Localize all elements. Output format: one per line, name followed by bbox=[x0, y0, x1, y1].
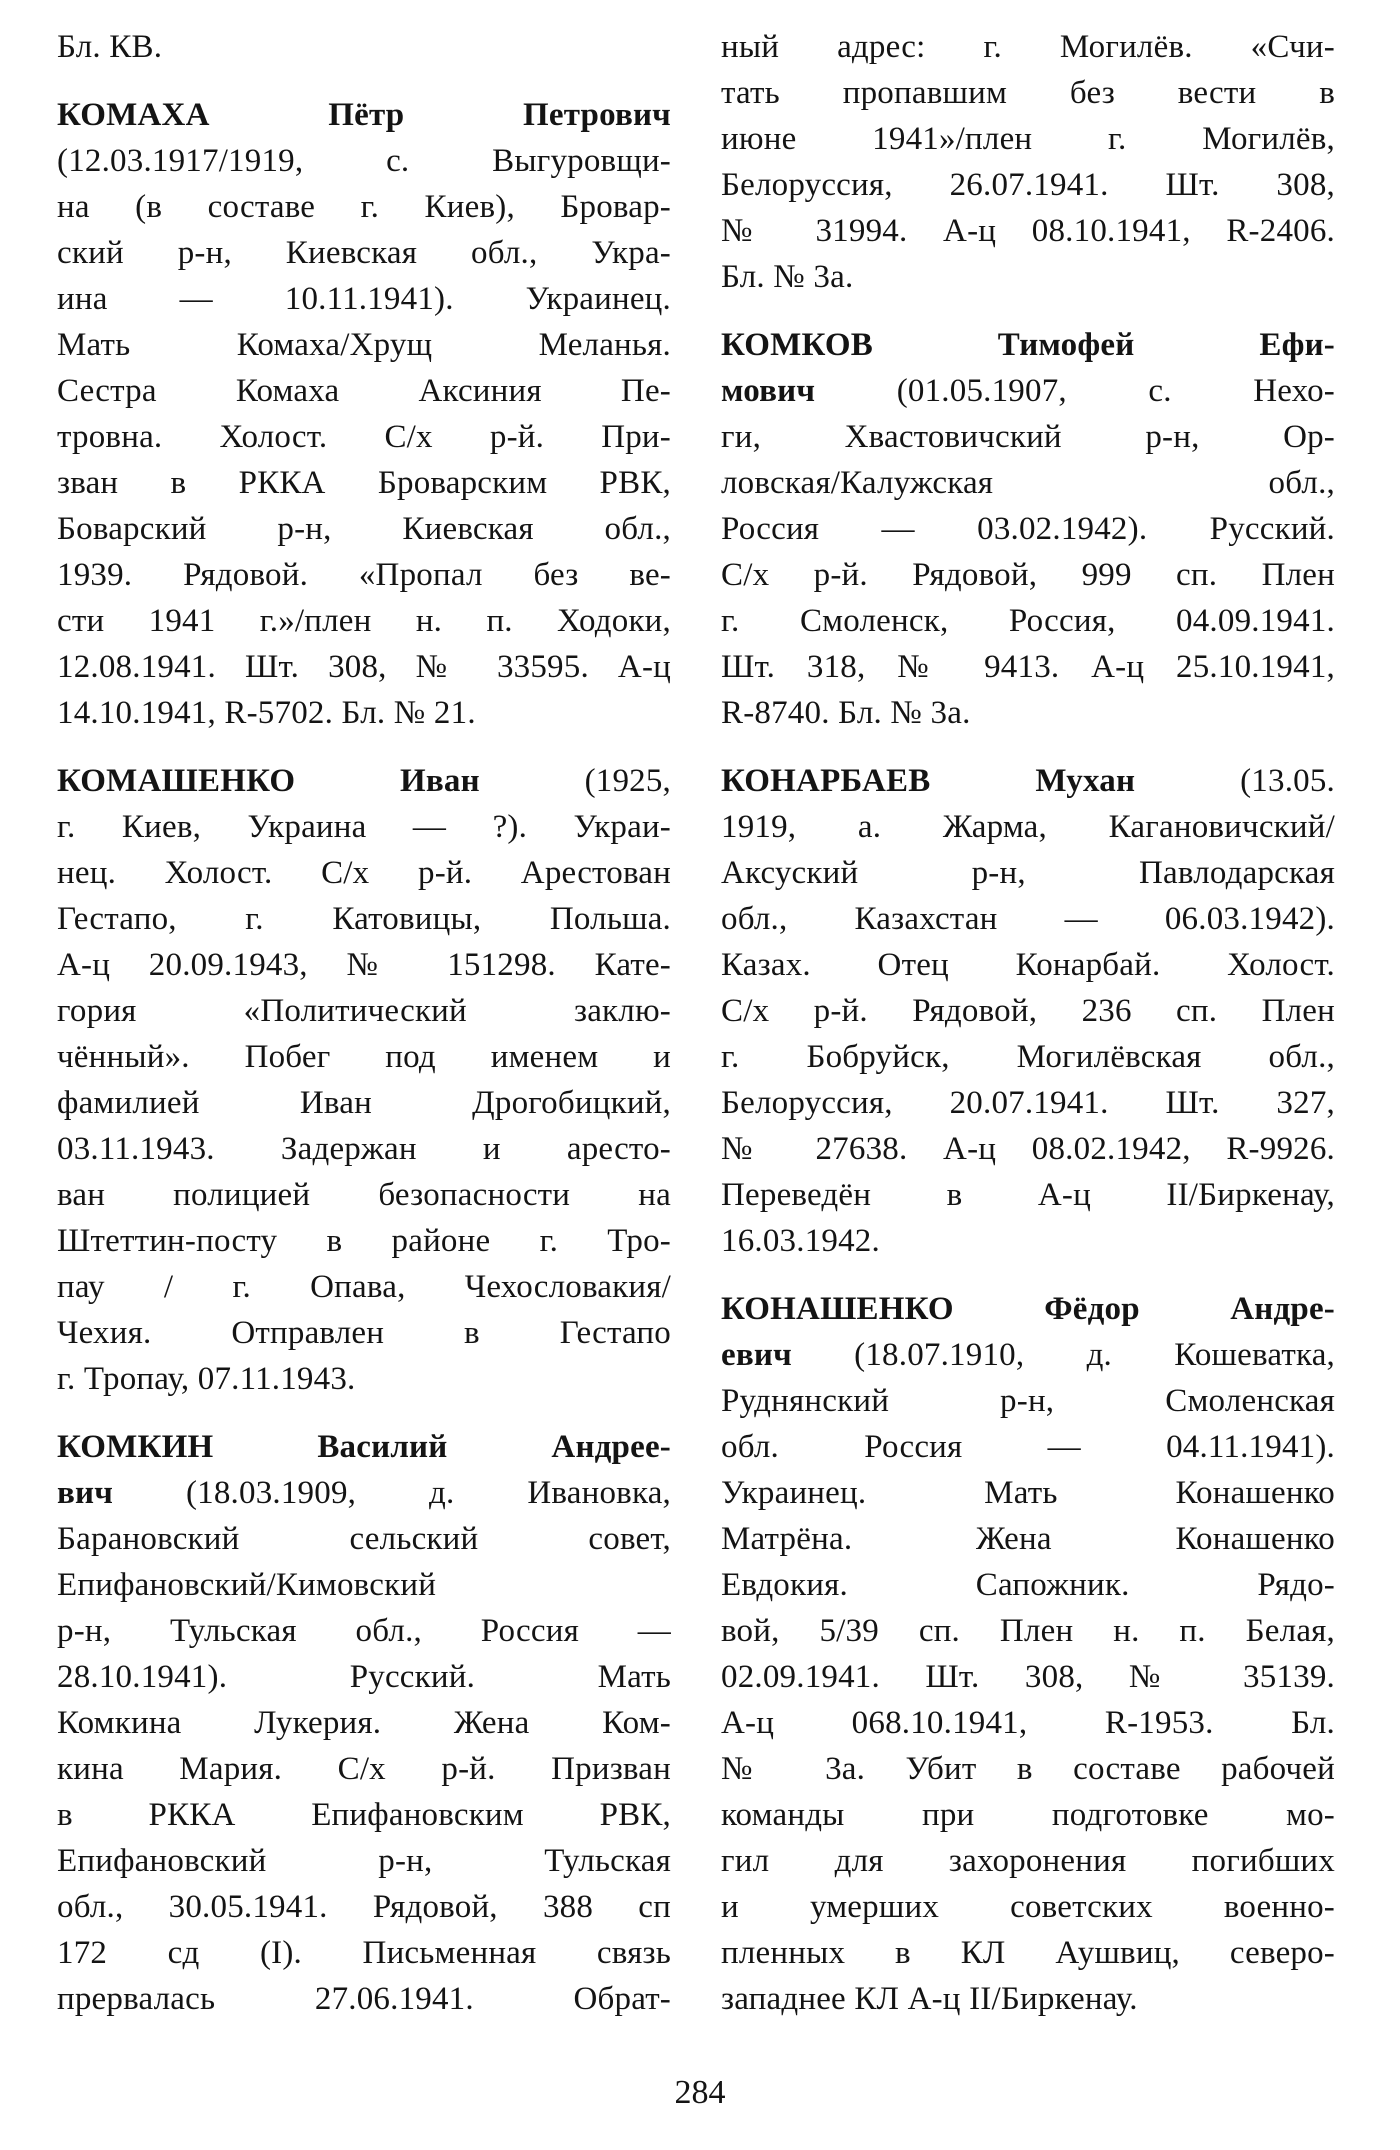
text-run: ги, Хвастовичский р-н, Ор- bbox=[721, 419, 1335, 455]
text-run: обл., 30.05.1941. Рядовой, 388 сп bbox=[57, 1889, 671, 1925]
text-run: Руднянский р-н, Смоленская bbox=[721, 1383, 1335, 1419]
text-run: вой, 5/39 сп. Плен н. п. Белая, bbox=[721, 1613, 1335, 1649]
text-line bbox=[721, 988, 1335, 1034]
text-run: зван в РККА Броварским РВК, bbox=[57, 465, 671, 501]
text-line bbox=[721, 1332, 1335, 1378]
text-line bbox=[57, 1562, 671, 1608]
text-run: г. Бобруйск, Могилёвская обл., bbox=[721, 1039, 1335, 1075]
text-run: (18.07.1910, д. Кошеватка, bbox=[791, 1337, 1335, 1373]
text-run: (13.05. bbox=[1135, 763, 1335, 799]
text-line bbox=[721, 1838, 1335, 1884]
text-line bbox=[721, 1746, 1335, 1792]
text-line bbox=[721, 1654, 1335, 1700]
text-line bbox=[57, 758, 671, 804]
text-line bbox=[721, 1080, 1335, 1126]
entry-block bbox=[57, 1424, 671, 2022]
text-run: пленных в КЛ Аушвиц, северо- bbox=[721, 1935, 1335, 1971]
text-line bbox=[721, 896, 1335, 942]
text-line bbox=[57, 644, 671, 690]
text-line bbox=[57, 184, 671, 230]
text-line bbox=[721, 1034, 1335, 1080]
entry-name-bold: КОНАШЕНКО Фёдор Андре- bbox=[721, 1291, 1335, 1327]
text-line bbox=[721, 552, 1335, 598]
text-run: 12.08.1941. Шт. 308, № 33595. А-ц bbox=[57, 649, 671, 685]
text-run: чённый». Побег под именем и bbox=[57, 1039, 671, 1075]
entry-name-bold: вич bbox=[57, 1475, 114, 1511]
text-line bbox=[721, 1562, 1335, 1608]
text-run: 02.09.1941. Шт. 308, № 35139. bbox=[721, 1659, 1335, 1695]
text-line bbox=[721, 758, 1335, 804]
text-line bbox=[721, 598, 1335, 644]
entry-name-bold: КОМКИН Василий Андрее- bbox=[57, 1429, 671, 1465]
text-line bbox=[57, 414, 671, 460]
entry-name-bold: КОМКОВ Тимофей Ефи- bbox=[721, 327, 1335, 363]
text-line bbox=[57, 368, 671, 414]
text-line bbox=[721, 1424, 1335, 1470]
text-run: тать пропавшим без вести в bbox=[721, 75, 1335, 111]
text-run: Белоруссия, 20.07.1941. Шт. 327, bbox=[721, 1085, 1335, 1121]
text-line bbox=[721, 208, 1335, 254]
text-line bbox=[721, 70, 1335, 116]
text-line bbox=[57, 276, 671, 322]
text-run: ловская/Калужская обл., bbox=[721, 465, 1335, 501]
text-line bbox=[721, 322, 1335, 368]
text-line bbox=[57, 322, 671, 368]
text-run: А-ц 20.09.1943, № 151298. Кате- bbox=[57, 947, 671, 983]
text-line bbox=[57, 942, 671, 988]
entry-name-bold: КОМАХА Пётр Петрович bbox=[57, 97, 671, 133]
text-line bbox=[57, 1700, 671, 1746]
entry-block bbox=[57, 92, 671, 736]
text-line bbox=[57, 1080, 671, 1126]
text-line bbox=[721, 1700, 1335, 1746]
text-run: пау / г. Опава, Чехословакия/ bbox=[57, 1269, 671, 1305]
entry-block bbox=[721, 1286, 1335, 2022]
text-line bbox=[57, 896, 671, 942]
text-run: 1939. Рядовой. «Пропал без ве- bbox=[57, 557, 671, 593]
text-run: западнее КЛ А-ц II/Биркенау. bbox=[721, 1981, 1138, 2017]
text-run: прервалась 27.06.1941. Обрат- bbox=[57, 1981, 671, 2017]
text-line bbox=[721, 24, 1335, 70]
text-run: фамилией Иван Дрогобицкий, bbox=[57, 1085, 671, 1121]
text-line bbox=[721, 460, 1335, 506]
text-run: С/х р-й. Рядовой, 999 сп. Плен bbox=[721, 557, 1335, 593]
entry-name-bold: евич bbox=[721, 1337, 792, 1373]
text-line bbox=[721, 644, 1335, 690]
text-line bbox=[57, 598, 671, 644]
text-line bbox=[57, 1126, 671, 1172]
text-line bbox=[721, 804, 1335, 850]
text-run: Чехия. Отправлен в Гестапо bbox=[57, 1315, 671, 1351]
continuation-block bbox=[721, 24, 1335, 300]
text-run: № 3а. Убит в составе рабочей bbox=[721, 1751, 1335, 1787]
text-run: 03.11.1943. Задержан и аресто- bbox=[57, 1131, 671, 1167]
text-line bbox=[57, 690, 671, 736]
left-column bbox=[57, 24, 671, 2022]
text-line bbox=[57, 1608, 671, 1654]
text-line bbox=[57, 804, 671, 850]
text-line bbox=[57, 92, 671, 138]
text-run: обл., Казахстан — 06.03.1942). bbox=[721, 901, 1335, 937]
text-run: г. Смоленск, Россия, 04.09.1941. bbox=[721, 603, 1335, 639]
text-run: на (в составе г. Киев), Бровар- bbox=[57, 189, 671, 225]
text-run: в РККА Епифановским РВК, bbox=[57, 1797, 671, 1833]
text-run: Барановский сельский совет, bbox=[57, 1521, 671, 1557]
text-line bbox=[57, 1516, 671, 1562]
text-line bbox=[57, 1218, 671, 1264]
text-line bbox=[57, 1838, 671, 1884]
text-run: нец. Холост. С/х р-й. Арестован bbox=[57, 855, 671, 891]
text-line bbox=[721, 1218, 1335, 1264]
text-line bbox=[721, 942, 1335, 988]
text-run: Боварский р-н, Киевская обл., bbox=[57, 511, 671, 547]
text-line bbox=[721, 1608, 1335, 1654]
text-line bbox=[721, 1286, 1335, 1332]
text-line bbox=[57, 1310, 671, 1356]
text-line bbox=[57, 552, 671, 598]
text-line bbox=[57, 230, 671, 276]
text-line bbox=[57, 850, 671, 896]
text-line bbox=[721, 1976, 1335, 2022]
text-line bbox=[57, 1976, 671, 2022]
text-line bbox=[721, 690, 1335, 736]
text-run: кина Мария. С/х р-й. Призван bbox=[57, 1751, 671, 1787]
text-run: р-н, Тульская обл., Россия — bbox=[57, 1613, 671, 1649]
text-line bbox=[721, 368, 1335, 414]
text-run: и умерших советских военно- bbox=[721, 1889, 1335, 1925]
text-run: Россия — 03.02.1942). Русский. bbox=[721, 511, 1335, 547]
text-run: Сестра Комаха Аксиния Пе- bbox=[57, 373, 671, 409]
text-line bbox=[721, 850, 1335, 896]
text-line bbox=[721, 1126, 1335, 1172]
text-line bbox=[721, 116, 1335, 162]
entry-name-bold: мович bbox=[721, 373, 816, 409]
text-run: июне 1941»/плен г. Могилёв, bbox=[721, 121, 1335, 157]
text-run: (12.03.1917/1919, с. Выгуровщи- bbox=[57, 143, 671, 179]
entry-block bbox=[721, 322, 1335, 736]
text-run: Украинец. Мать Конашенко bbox=[721, 1475, 1335, 1511]
text-run: (1925, bbox=[479, 763, 672, 799]
text-run: г. Тропау, 07.11.1943. bbox=[57, 1361, 356, 1397]
text-run: Мать Комаха/Хрущ Меланья. bbox=[57, 327, 671, 363]
text-line bbox=[721, 1516, 1335, 1562]
text-run: № 27638. А-ц 08.02.1942, R-9926. bbox=[721, 1131, 1335, 1167]
text-run: № 31994. А-ц 08.10.1941, R-2406. bbox=[721, 213, 1335, 249]
text-run: ина — 10.11.1941). Украинец. bbox=[57, 281, 671, 317]
text-run: Казах. Отец Конарбай. Холост. bbox=[721, 947, 1335, 983]
text-line bbox=[721, 1792, 1335, 1838]
text-run: Матрёна. Жена Конашенко bbox=[721, 1521, 1335, 1557]
entry-block bbox=[721, 758, 1335, 1264]
entry-block bbox=[57, 758, 671, 1402]
text-run: Аксуский р-н, Павлодарская bbox=[721, 855, 1335, 891]
text-run: 172 сд (I). Письменная связь bbox=[57, 1935, 671, 1971]
continuation-block bbox=[57, 24, 671, 70]
text-run: Комкина Лукерия. Жена Ком- bbox=[57, 1705, 671, 1741]
text-line bbox=[57, 1470, 671, 1516]
text-run: 14.10.1941, R-5702. Бл. № 21. bbox=[57, 695, 476, 731]
text-line bbox=[57, 1424, 671, 1470]
text-run: 1919, а. Жарма, Кагановичский/ bbox=[721, 809, 1335, 845]
text-run: тровна. Холост. С/х р-й. При- bbox=[57, 419, 671, 455]
text-line bbox=[57, 138, 671, 184]
text-run: R-8740. Бл. № 3а. bbox=[721, 695, 971, 731]
text-line bbox=[57, 1034, 671, 1080]
text-line bbox=[57, 24, 671, 70]
text-run: Гестапо, г. Катовицы, Польша. bbox=[57, 901, 671, 937]
text-run: Епифановский р-н, Тульская bbox=[57, 1843, 671, 1879]
text-line bbox=[57, 1884, 671, 1930]
text-run: (18.03.1909, д. Ивановка, bbox=[113, 1475, 671, 1511]
text-run: Епифановский/Кимовский bbox=[57, 1567, 437, 1603]
text-line bbox=[57, 1172, 671, 1218]
text-run: ский р-н, Киевская обл., Укра- bbox=[57, 235, 671, 271]
text-run: 28.10.1941). Русский. Мать bbox=[57, 1659, 671, 1695]
text-line bbox=[721, 1378, 1335, 1424]
text-run: ный адрес: г. Могилёв. «Счи- bbox=[721, 29, 1335, 65]
text-line bbox=[721, 1172, 1335, 1218]
text-run: команды при подготовке мо- bbox=[721, 1797, 1335, 1833]
text-line bbox=[721, 414, 1335, 460]
text-line bbox=[57, 1930, 671, 1976]
text-run: С/х р-й. Рядовой, 236 сп. Плен bbox=[721, 993, 1335, 1029]
text-line bbox=[57, 1356, 671, 1402]
text-run: Белоруссия, 26.07.1941. Шт. 308, bbox=[721, 167, 1335, 203]
text-run: ван полицией безопасности на bbox=[57, 1177, 671, 1213]
text-line bbox=[57, 1654, 671, 1700]
text-run: гил для захоронения погибших bbox=[721, 1843, 1335, 1879]
text-line bbox=[57, 460, 671, 506]
text-line bbox=[721, 162, 1335, 208]
text-line bbox=[57, 1264, 671, 1310]
text-line bbox=[57, 1792, 671, 1838]
text-line bbox=[721, 1884, 1335, 1930]
text-line bbox=[721, 1930, 1335, 1976]
text-run: Переведён в А-ц II/Биркенау, bbox=[721, 1177, 1335, 1213]
text-run: А-ц 068.10.1941, R-1953. Бл. bbox=[721, 1705, 1335, 1741]
right-column bbox=[721, 24, 1335, 2022]
text-line bbox=[57, 1746, 671, 1792]
text-run: (01.05.1907, с. Нехо- bbox=[815, 373, 1335, 409]
text-run: Евдокия. Сапожник. Рядо- bbox=[721, 1567, 1335, 1603]
text-line bbox=[721, 506, 1335, 552]
text-line bbox=[57, 506, 671, 552]
text-line bbox=[721, 254, 1335, 300]
text-run: гория «Политический заклю- bbox=[57, 993, 671, 1029]
text-run: 16.03.1942. bbox=[721, 1223, 880, 1259]
text-run: Штеттин-посту в районе г. Тро- bbox=[57, 1223, 671, 1259]
entry-name-bold: КОНАРБАЕВ Мухан bbox=[721, 763, 1136, 799]
text-run: обл. Россия — 04.11.1941). bbox=[721, 1429, 1335, 1465]
page-number: 284 bbox=[674, 2074, 726, 2111]
text-run: Бл. № 3а. bbox=[721, 259, 854, 295]
text-line bbox=[57, 988, 671, 1034]
text-run: сти 1941 г.»/плен н. п. Ходоки, bbox=[57, 603, 671, 639]
entry-name-bold: КОМАШЕНКО Иван bbox=[57, 763, 480, 799]
text-run: Шт. 318, № 9413. А-ц 25.10.1941, bbox=[721, 649, 1335, 685]
text-line bbox=[721, 1470, 1335, 1516]
text-run: Бл. КВ. bbox=[57, 29, 163, 65]
text-run: г. Киев, Украина — ?). Украи- bbox=[57, 809, 671, 845]
